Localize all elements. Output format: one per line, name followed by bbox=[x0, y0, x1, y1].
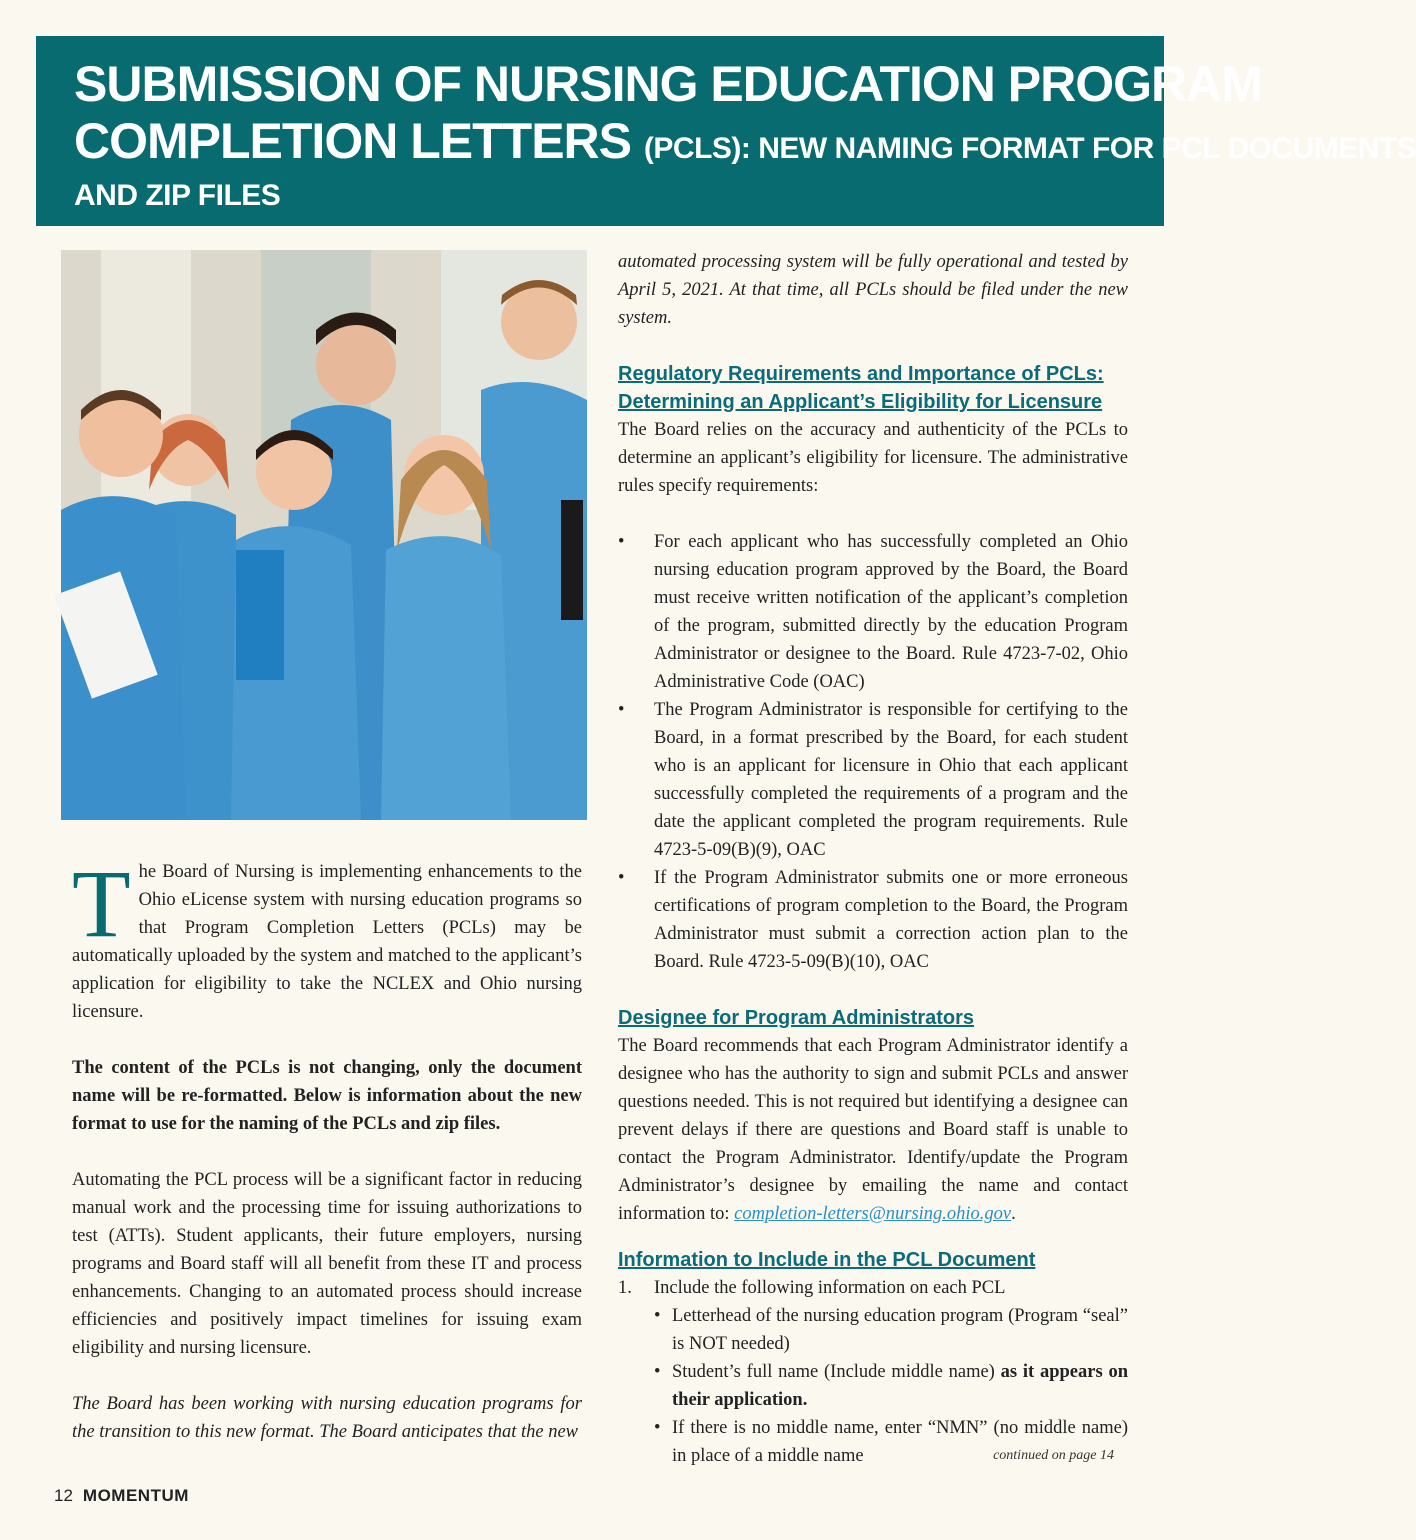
bullet-dot: • bbox=[618, 700, 625, 720]
right-column bbox=[618, 248, 1128, 1470]
heading-regulatory: Regulatory Requirements and Importance of PCLs: Determining an Applicant’s Eligibility for Licensure bbox=[618, 363, 1104, 413]
list-item bbox=[618, 696, 1128, 864]
bullet-dot: • bbox=[618, 532, 625, 552]
left-column bbox=[72, 850, 582, 1446]
regulatory-paragraph: The Board relies on the accuracy and authenticity of the PCLs to determine an applicant’s eligibility for licensure. The administrative rules specify requirements: bbox=[618, 420, 1128, 496]
list-item bbox=[618, 528, 1128, 696]
rules-list bbox=[618, 528, 1128, 976]
sub-item-text: Letterhead of the nursing education program (Program “seal” is NOT needed) bbox=[672, 1306, 1128, 1354]
title-line-3: AND ZIP FILES bbox=[74, 179, 281, 212]
heading-designee: Designee for Program Administrators bbox=[618, 1007, 975, 1029]
sub-list-item bbox=[654, 1358, 1128, 1414]
bullet-dot: • bbox=[618, 868, 625, 888]
numbered-item-1 bbox=[618, 1274, 1128, 1470]
email-link[interactable]: completion-letters@nursing.ohio.gov bbox=[734, 1204, 1012, 1224]
automation-paragraph: Automating the PCL process will be a significant factor in reducing manual work and the processing time for issuing authorizations to test (ATTs). Student applicants, their future employers, nursing programs and Board staff will all benefit from these IT and process enhancements. Changing to an automated process should increase efficiencies and positively impact timelines for issuing exam eligibility and nursing licensure. bbox=[72, 1170, 582, 1358]
list-item-text: The Program Administrator is responsible for certifying to the Board, in a format prescribed by the Board, for each student who is an applicant for licensure in Ohio that each applicant successfully completed the requirements of a program and the date the applicant completed the program requirements. Rule 4723-5-09(B)(9), OAC bbox=[654, 700, 1128, 860]
sub-item-bold: as it appears on their application. bbox=[672, 1362, 1128, 1410]
sub-bullet: • bbox=[654, 1418, 661, 1438]
publication-name: MOMENTUM bbox=[82, 1486, 189, 1505]
title-line-1: SUBMISSION OF NURSING EDUCATION PROGRAM bbox=[74, 56, 1262, 112]
item-number: 1. bbox=[618, 1278, 632, 1298]
designee-paragraph bbox=[618, 1032, 1128, 1228]
item-text: Include the following information on each PCL bbox=[654, 1278, 1006, 1298]
continued-note: continued on page 14 bbox=[993, 1448, 1114, 1463]
page-number: 12 bbox=[54, 1486, 73, 1505]
list-item bbox=[618, 864, 1128, 976]
list-item-text: If the Program Administrator submits one or more erroneous certifications of program completion to the Board, the Program Administrator must submit a correction action plan to the Board. Rule 4723-5-09(B)(10), OAC bbox=[654, 868, 1128, 972]
sub-item-text: Student’s full name (Include middle name) bbox=[672, 1362, 1001, 1382]
nursing-students-photo bbox=[61, 250, 587, 820]
nursing-students-illustration bbox=[61, 250, 587, 820]
title-line-2-small: (PCLS): NEW NAMING FORMAT FOR PCL DOCUMENTS bbox=[643, 132, 1416, 165]
sub-bullet: • bbox=[654, 1306, 661, 1326]
title-banner bbox=[36, 36, 1416, 226]
page-footer bbox=[54, 1486, 189, 1506]
sub-bullet: • bbox=[654, 1362, 661, 1382]
list-item-text: For each applicant who has successfully completed an Ohio nursing education program approved by the Board, the Board must receive written notification of the applicant’s completion of the program, submitted directly by the education Program Administrator or designee to the Board. Rule 4723-7-02, Ohio Administrative Code (OAC) bbox=[654, 532, 1128, 692]
sub-list bbox=[654, 1302, 1128, 1470]
title-line-2 bbox=[74, 112, 1416, 178]
italic-paragraph: The Board has been working with nursing education programs for the transition to this new format. The Board anticipates that the new bbox=[72, 1394, 582, 1442]
title-line-2-main: COMPLETION LETTERS bbox=[74, 113, 644, 169]
sub-item-text: If there is no middle name, enter “NMN” (no middle name) in place of a middle name bbox=[672, 1418, 1128, 1466]
sub-list-item bbox=[654, 1302, 1128, 1358]
designee-text: The Board recommends that each Program Administrator identify a designee who has the authority to sign and submit PCLs and answer questions needed. This is not required but identifying a designee can prevent delays if there are questions and Board staff is unable to contact the Program Administrator. Identify/update the Program Administrator’s designee by emailing the name and contact information to: bbox=[618, 1036, 1128, 1224]
intro-paragraph: he Board of Nursing is implementing enhancements to the Ohio eLicense system with nursing education programs so that Program Completion Letters (PCLs) may be automatically uploaded by the system and matched to the applicant’s application for eligibility to take the NCLEX and Ohio nursing licensure. bbox=[72, 862, 582, 1022]
italic-continuation: automated processing system will be fully operational and tested by April 5, 2021. At that time, all PCLs should be filed under the new system. bbox=[618, 252, 1128, 328]
bold-paragraph: The content of the PCLs is not changing, only the document name will be re-formatted. Below is information about the new format to use for the naming of the PCLs and zip files. bbox=[72, 1058, 582, 1134]
designee-end: . bbox=[1011, 1204, 1016, 1224]
heading-info: Information to Include in the PCL Document bbox=[618, 1249, 1036, 1271]
drop-cap: T bbox=[72, 850, 131, 957]
